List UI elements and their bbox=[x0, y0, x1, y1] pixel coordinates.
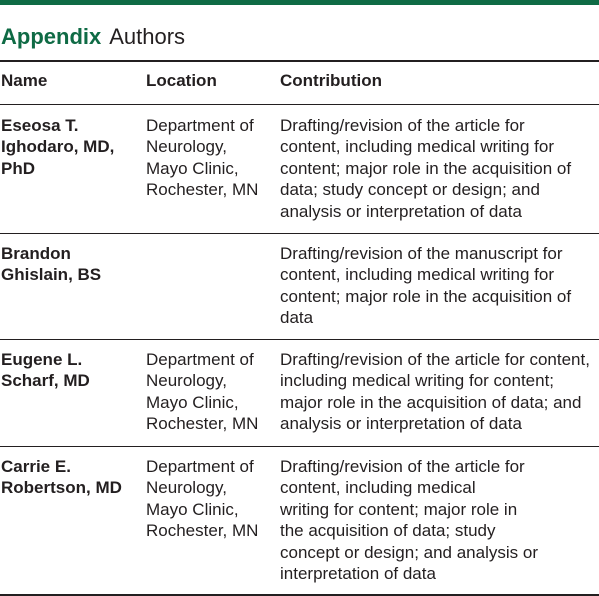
name-line: PhD bbox=[1, 158, 35, 178]
author-contribution bbox=[280, 349, 599, 435]
author-location bbox=[146, 349, 271, 435]
author-location bbox=[146, 456, 271, 542]
contribution-line: including medical writing for content; bbox=[280, 371, 555, 391]
location-line: Mayo Clinic, bbox=[146, 392, 239, 412]
name-line: Eugene L. bbox=[1, 350, 83, 369]
contribution-line: Drafting/revision of the manuscript for bbox=[280, 244, 563, 263]
location-line: Mayo Clinic, bbox=[146, 158, 239, 178]
location-line: Neurology, bbox=[146, 478, 227, 498]
header-location: Location bbox=[146, 71, 217, 90]
name-line: Brandon bbox=[1, 244, 71, 263]
contribution-line: content, including medical writing for bbox=[280, 265, 555, 285]
contribution-line: Drafting/revision of the article for content, bbox=[280, 350, 590, 369]
author-name bbox=[1, 115, 136, 179]
location-line: Rochester, MN bbox=[146, 180, 259, 200]
name-line: Ighodaro, MD, bbox=[1, 137, 115, 157]
header-rule bbox=[0, 104, 599, 105]
contribution-line: analysis or interpretation of data bbox=[280, 201, 522, 221]
table-title bbox=[1, 22, 185, 52]
table-header-row bbox=[0, 70, 599, 98]
contribution-line: analysis or interpretation of data bbox=[280, 414, 522, 434]
location-line: Mayo Clinic, bbox=[146, 499, 239, 519]
header-contribution: Contribution bbox=[280, 71, 382, 90]
contribution-line: Drafting/revision of the article for bbox=[280, 116, 525, 135]
author-contribution bbox=[280, 456, 599, 584]
appendix-title: Authors bbox=[109, 24, 186, 49]
contribution-line: content, including medical bbox=[280, 478, 476, 498]
author-contribution bbox=[280, 115, 599, 222]
contribution-line: the acquisition of data; study bbox=[280, 521, 496, 541]
row-divider bbox=[0, 446, 599, 447]
row-divider bbox=[0, 233, 599, 234]
contribution-line: Drafting/revision of the article for bbox=[280, 457, 525, 476]
author-name bbox=[1, 456, 136, 499]
location-line: Department of bbox=[146, 457, 254, 476]
contribution-line: data bbox=[280, 308, 314, 328]
contribution-line: content; major role in the acquisition of bbox=[280, 158, 572, 178]
header-name: Name bbox=[1, 71, 48, 90]
contribution-line: writing for content; major role in bbox=[280, 499, 518, 519]
author-name bbox=[1, 243, 136, 286]
contribution-line: content, including medical writing for bbox=[280, 137, 555, 157]
location-line: Neurology, bbox=[146, 371, 227, 391]
author-location bbox=[146, 115, 271, 201]
contribution-line: content; major role in the acquisition of bbox=[280, 286, 572, 306]
name-line: Carrie E. bbox=[1, 457, 71, 476]
contribution-line: interpretation of data bbox=[280, 564, 436, 584]
location-line: Department of bbox=[146, 350, 254, 369]
name-line: Ghislain, BS bbox=[1, 265, 102, 285]
contribution-line: data; study concept or design; and bbox=[280, 180, 540, 200]
location-line: Rochester, MN bbox=[146, 414, 259, 434]
appendix-label: Appendix bbox=[1, 24, 102, 49]
top-accent-rule bbox=[0, 0, 599, 5]
author-name bbox=[1, 349, 136, 392]
name-line: Robertson, MD bbox=[1, 478, 122, 498]
contribution-line: major role in the acquisition of data; and bbox=[280, 392, 582, 412]
location-line: Rochester, MN bbox=[146, 521, 259, 541]
name-line: Eseosa T. bbox=[1, 116, 79, 135]
contribution-line: concept or design; and analysis or bbox=[280, 542, 538, 562]
author-contribution bbox=[280, 243, 599, 329]
table-top-rule bbox=[0, 60, 599, 62]
name-line: Scharf, MD bbox=[1, 371, 90, 391]
location-line: Department of bbox=[146, 116, 254, 135]
row-divider bbox=[0, 339, 599, 340]
location-line: Neurology, bbox=[146, 137, 227, 157]
